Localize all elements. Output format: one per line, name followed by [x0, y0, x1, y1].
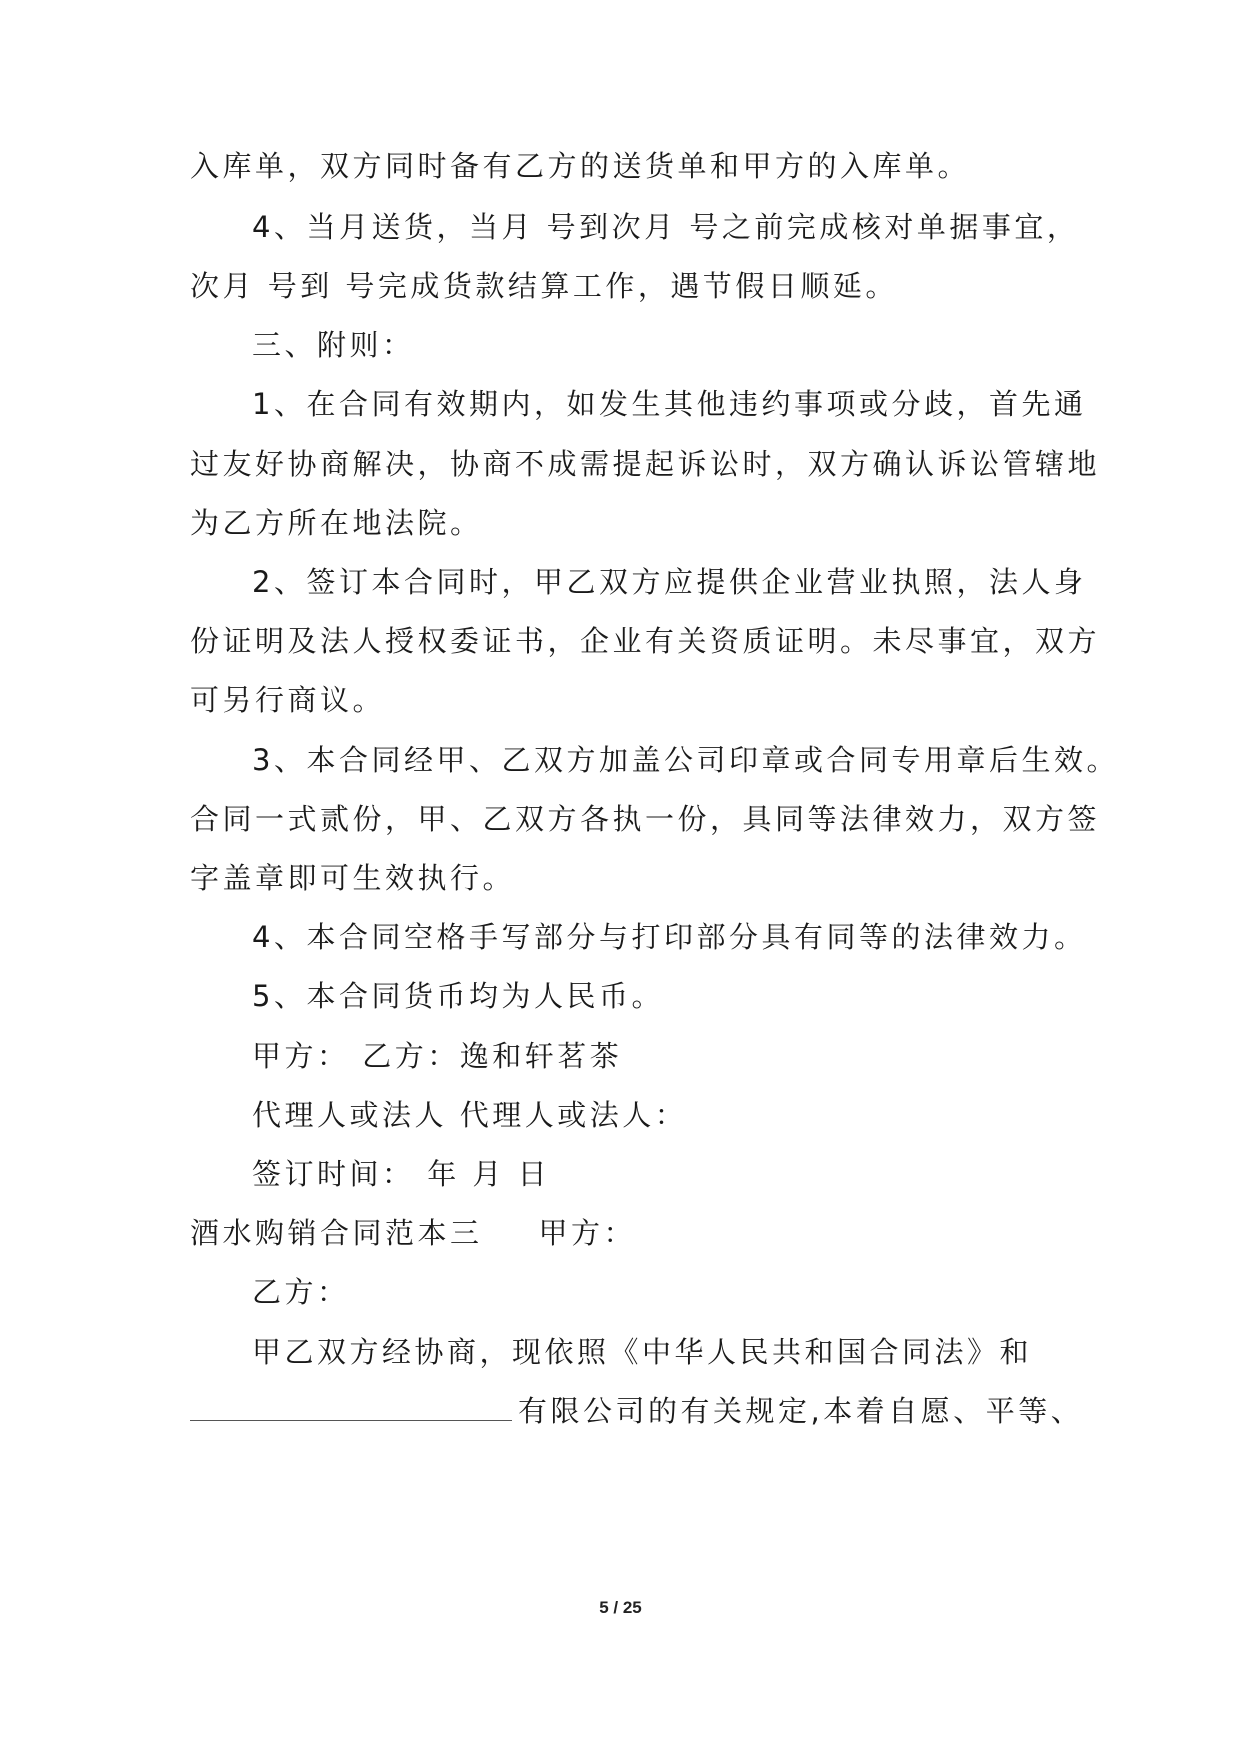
paragraph-line: 合同一式贰份，甲、乙双方各执一份，具同等法律效力，双方签: [190, 802, 1101, 836]
paragraph-line: 4、当月送货，当月 号到次月 号之前完成核对单据事宜，: [252, 210, 1080, 244]
paragraph-line: 次月 号到 号完成货款结算工作，遇节假日顺延。: [190, 269, 898, 303]
paragraph-line: 为乙方所在地法院。: [190, 506, 483, 540]
paragraph-line: 3、本合同经甲、乙双方加盖公司印章或合同专用章后生效。: [252, 743, 1119, 777]
paragraph-line: 份证明及法人授权委证书，企业有关资质证明。未尽事宜，双方: [190, 624, 1101, 658]
signature-parties-line: 甲方： 乙方：逸和轩茗茶: [252, 1039, 623, 1073]
party-b-label: 乙方：: [252, 1275, 350, 1309]
company-line-text: 有限公司的有关规定,本着自愿、平等、: [518, 1394, 1084, 1428]
paragraph-line: 5、本合同货币均为人民币。: [252, 979, 664, 1013]
paragraph-line: 过友好协商解决，协商不成需提起诉讼时，双方确认诉讼管辖地: [190, 447, 1101, 481]
page-number: 5 / 25: [599, 1598, 642, 1617]
paragraph-line: 可另行商议。: [190, 683, 386, 717]
paragraph-line: 2、签订本合同时，甲乙双方应提供企业营业执照，法人身: [252, 565, 1087, 599]
signature-agents-line: 代理人或法人 代理人或法人：: [252, 1098, 688, 1132]
template-party-a-label: 甲方：: [538, 1216, 637, 1250]
company-blank-line: [190, 1391, 1083, 1431]
section-heading: 三、附则：: [252, 328, 415, 362]
company-name-blank: [190, 1396, 512, 1421]
intro-line: 甲乙双方经协商，现依照《中华人民共和国合同法》和: [252, 1335, 1033, 1369]
paragraph-line: 入库单，双方同时备有乙方的送货单和甲方的入库单。: [190, 149, 971, 183]
signing-date-line: 签订时间： 年 月 日: [252, 1157, 551, 1191]
paragraph-line: 4、本合同空格手写部分与打印部分具有同等的法律效力。: [252, 920, 1087, 954]
template-heading-line: [190, 1213, 636, 1253]
paragraph-line: 1、在合同有效期内，如发生其他违约事项或分歧，首先通: [252, 387, 1087, 421]
template-title: 酒水购销合同范本三: [190, 1216, 483, 1250]
paragraph-line: 字盖章即可生效执行。: [190, 861, 516, 895]
